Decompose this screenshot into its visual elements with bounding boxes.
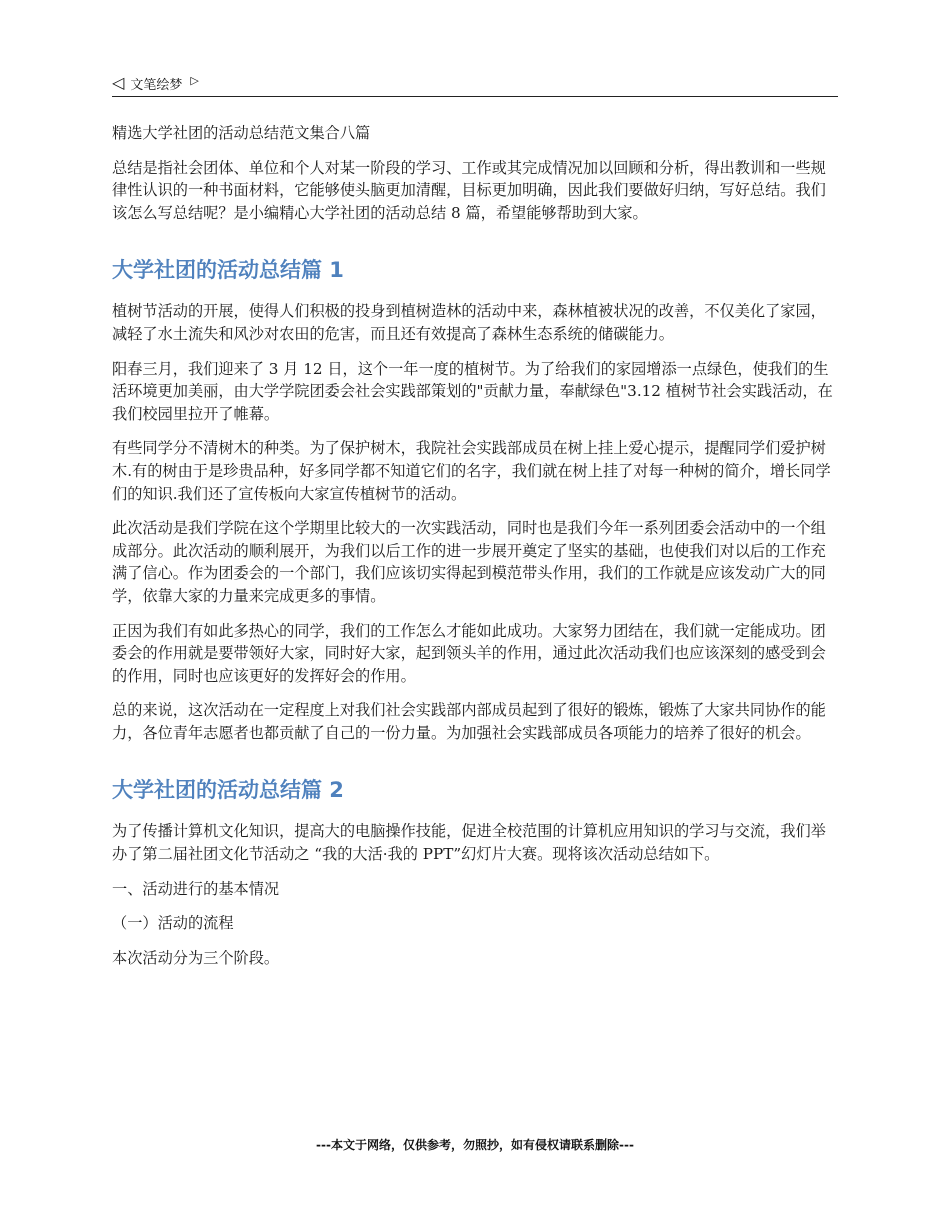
triangle-left-icon: ◁ [112,73,125,92]
section-heading-1: 大学社团的活动总结篇 1 [112,258,344,283]
page-footer: ---本文于网络，仅供参考，勿照抄，如有侵权请联系删除--- [316,1138,634,1152]
section-2-paragraph-2: 一、活动进行的基本情况 [112,879,280,898]
intro-paragraph: 总结是指社会团体、单位和个人对某一阶段的学习、工作或其完成情况加以回顾和分析，得出教训和一些规律性认识的一种书面材料，它能够使头脑更加清醒，目标更加明确，因此我们要做好归纳，写好总结。我们该怎么写总结呢？是小编精心大学社团的活动总结 8 篇，希望能够帮助到大家。 [112,158,826,222]
document-body [112,122,840,981]
document-title: 精选大学社团的活动总结范文集合八篇 [112,124,371,142]
section-2-paragraph-3: （一）活动的流程 [112,914,234,933]
header-brand: 文笔绘梦 [130,77,183,93]
section-1-paragraph-6: 总的来说，这次活动在一定程度上对我们社会实践部内部成员起到了很好的锻炼，锻炼了大家共同协作的能力，各位青年志愿者也都贡献了自己的一份力量。为加强社会实践部成员各项能力的培养了很好的机会。 [112,701,826,742]
section-2-paragraph-4: 本次活动分为三个阶段。 [112,948,280,967]
triangle-right-icon: ▷ [190,73,199,87]
section-heading-2: 大学社团的活动总结篇 2 [112,778,344,803]
page-header [112,70,838,97]
section-2-paragraph-1: 为了传播计算机文化知识，提高大的电脑操作技能，促进全校范围的计算机应用知识的学习与交流，我们举办了第二届社团文化节活动之 “我的大活·我的 PPT”幻灯片大赛。现将该次活动总结如下。 [112,822,826,864]
section-1-paragraph-3: 有些同学分不清树木的种类。为了保护树木，我院社会实践部成员在树上挂上爱心提示，提醒同学们爱护树木.有的树由于是珍贵品种，好多同学都不知道它们的名字，我们就在树上挂了对每一种树的简介，增长同学们的知识.我们还了宣传板向大家宣传植树节的活动。 [112,439,831,503]
section-1-paragraph-5: 正因为我们有如此多热心的同学，我们的工作怎么才能如此成功。大家努力团结在，我们就一定能成功。团委会的作用就是要带领好大家，同时好大家，起到领头羊的作用，通过此次活动我们也应该深刻的感受到会的作用，同时也应该更好的发挥好会的作用。 [112,621,826,685]
section-1-paragraph-2: 阳春三月，我们迎来了 3 月 12 日，这个一年一度的植树节。为了给我们的家园增添一点绿色，使我们的生活环境更加美丽，由大学学院团委会社会实践部策划的"贡献力量，奉献绿色"3.12 植树节社会实践活动，在我们校园里拉开了帷幕。 [112,359,833,423]
section-1-paragraph-4: 此次活动是我们学院在这个学期里比较大的一次实践活动，同时也是我们今年一系列团委会活动中的一个组成部分。此次活动的顺利展开，为我们以后工作的进一步展开奠定了坚实的基础，也使我们对以后的工作充满了信心。作为团委会的一个部门，我们应该切实得起到模范带头作用，我们的工作就是应该发动广大的同学，依靠大家的力量来完成更多的事情。 [112,519,826,605]
section-1-paragraph-1: 植树节活动的开展，使得人们积极的投身到植树造林的活动中来，森林植被状况的改善，不仅美化了家园，减轻了水土流失和风沙对农田的危害，而且还有效提高了森林生态系统的储碳能力。 [112,302,826,343]
